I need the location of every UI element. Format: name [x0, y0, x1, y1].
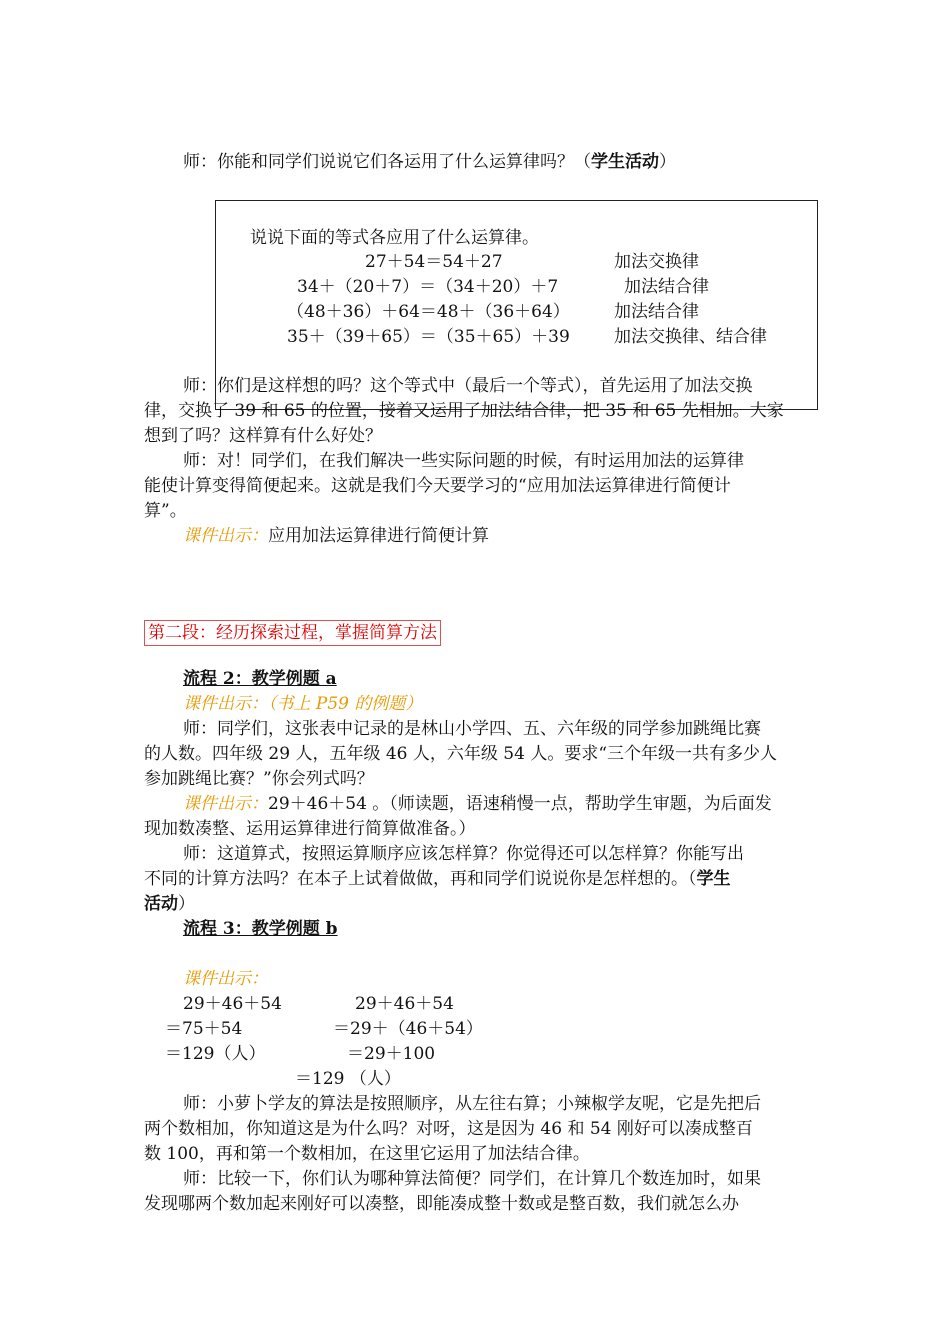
bold-text: 活动 [144, 894, 178, 914]
paragraph-line: 发现哪两个数加起来刚好可以凑整，即能凑成整十数或是整百数，我们就怎么办 [144, 1194, 739, 1214]
box-equation: 34＋（20＋7）＝（34＋20）＋7 [297, 277, 559, 297]
paragraph-line: 能使计算变得简便起来。这就是我们今天要学习的“应用加法运算律进行简便计 [144, 476, 731, 496]
paragraph-line: 师：小萝卜学友的算法是按照顺序，从左往右算；小辣椒学友呢，它是先把后 [183, 1094, 761, 1114]
paragraph-line: 的人数。四年级 29 人，五年级 46 人，六年级 54 人。要求“三个年级一共有多少人 [144, 744, 778, 764]
paragraph-line: 师：这道算式，按照运算顺序应该怎样算？你觉得还可以怎样算？你能写出 [183, 844, 744, 864]
calc-line: 29＋46＋54 [355, 994, 454, 1014]
text-segment: 师：你能和同学们说说它们各运用了什么运算律吗？（ [183, 152, 591, 172]
courseware-label: 课件出示： [183, 526, 268, 546]
courseware-line [183, 524, 489, 548]
section-heading: 第二段：经历探索过程，掌握简算方法 [144, 620, 441, 646]
courseware-label: 课件出示： [183, 794, 268, 814]
calc-line: ＝29＋100 [347, 1044, 436, 1064]
text-segment: 不同的计算方法吗？在本子上试着做做，再和同学们说说你是怎样想的。（ [144, 869, 697, 889]
paragraph-line: 师：同学们，这张表中记录的是林山小学四、五、六年级的同学参加跳绳比赛 [183, 719, 761, 739]
box-law: 加法交换律、结合律 [614, 327, 767, 347]
flow-heading: 流程 2：教学例题 a [183, 669, 337, 689]
calc-line: ＝129（人） [165, 1044, 266, 1064]
courseware-line [183, 792, 772, 816]
paragraph-line [144, 867, 731, 891]
paragraph-line: 师：你们是这样想的吗？这个等式中（最后一个等式），首先运用了加法交换 [183, 376, 753, 396]
courseware-text: 29＋46＋54 。（师读题，语速稍慢一点，帮助学生审题，为后面发 [268, 794, 772, 814]
paragraph-line: 师：比较一下，你们认为哪种算法简便？同学们，在计算几个数连加时，如果 [183, 1169, 761, 1189]
text-segment: ） [178, 894, 195, 914]
calc-line: ＝29＋（46＋54） [333, 1019, 483, 1039]
box-title: 说说下面的等式各应用了什么运算律。 [250, 228, 539, 248]
paragraph-line: 算”。 [144, 501, 187, 521]
calc-line: 29＋46＋54 [183, 994, 282, 1014]
box-equation: 27＋54＝54＋27 [365, 252, 503, 272]
courseware-text: 应用加法运算律进行简便计算 [268, 526, 489, 546]
paragraph-line: 现加数凑整、运用运算律进行简算做准备。） [144, 819, 476, 839]
calc-line: ＝129 （人） [295, 1069, 401, 1089]
courseware-label: 课件出示： [183, 969, 268, 989]
box-equation: 35＋（39＋65）＝（35＋65）＋39 [287, 327, 570, 347]
calc-line: ＝75＋54 [165, 1019, 243, 1039]
bold-text: 学生 [696, 869, 731, 889]
paragraph-line: 参加跳绳比赛？”你会列式吗？ [144, 769, 374, 789]
bold-text: 学生活动 [591, 152, 659, 172]
paragraph-line: 律，交换了 39 和 65 的位置，接着又运用了加法结合律，把 35 和 65 先相加。大家 [144, 401, 784, 421]
courseware-line: 课件出示：（书上 P59 的例题） [183, 694, 423, 714]
text-segment: ） [659, 152, 676, 172]
box-law: 加法交换律 [614, 252, 699, 272]
flow-heading: 流程 3：教学例题 b [183, 919, 338, 939]
box-equation: （48＋36）＋64＝48＋（36＋64） [287, 302, 570, 322]
paragraph-line: 想到了吗？这样算有什么好处？ [144, 426, 382, 446]
paragraph-line [144, 892, 195, 916]
paragraph-line: 两个数相加，你知道这是为什么吗？对呀，这是因为 46 和 54 刚好可以凑成整百 [144, 1119, 753, 1139]
box-law: 加法结合律 [624, 277, 709, 297]
box-law: 加法结合律 [614, 302, 699, 322]
paragraph-line: 师：对！同学们，在我们解决一些实际问题的时候，有时运用加法的运算律 [183, 451, 744, 471]
paragraph-line: 数 100，再和第一个数相加，在这里它运用了加法结合律。 [144, 1144, 590, 1164]
paragraph-question [183, 150, 676, 174]
